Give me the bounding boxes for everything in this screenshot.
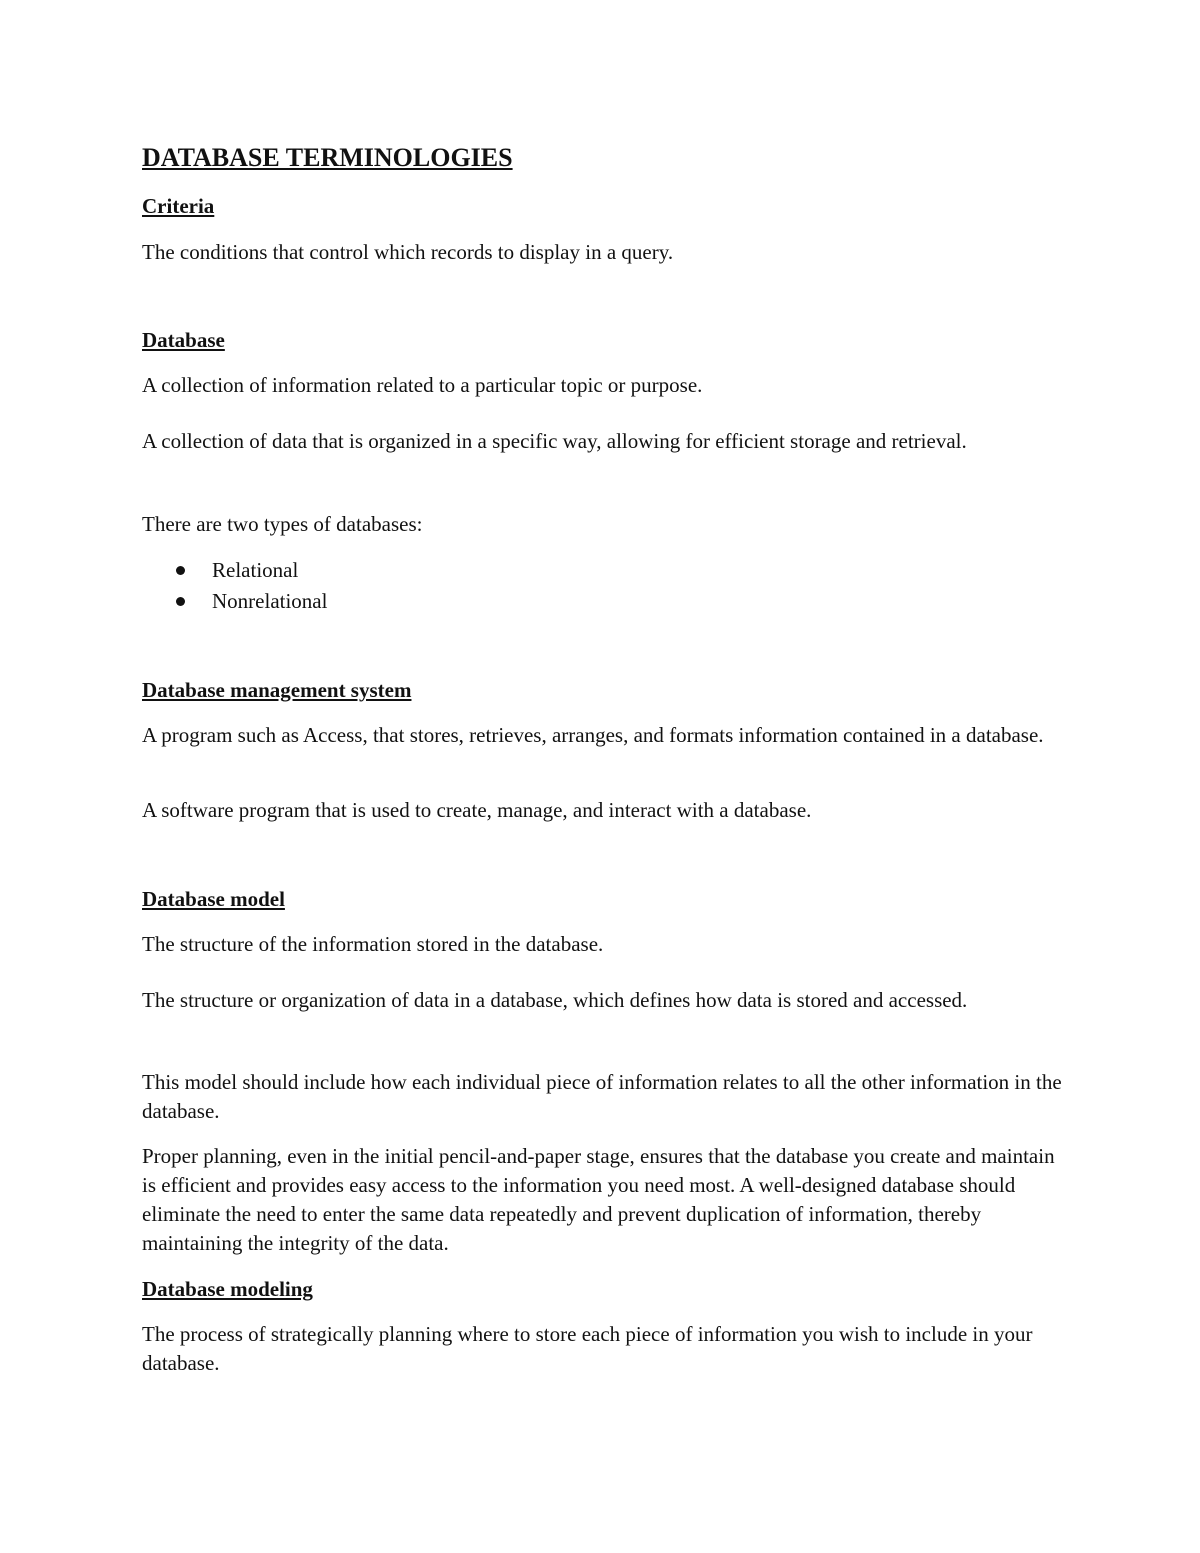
bullet-icon xyxy=(176,597,185,606)
database-paragraph: There are two types of databases: xyxy=(142,512,423,536)
database-types-list xyxy=(142,555,327,617)
section-heading-dbms: Database management system xyxy=(142,678,412,702)
criteria-paragraph: The conditions that control which records to display in a query. xyxy=(142,240,674,264)
list-item xyxy=(142,586,327,617)
database-paragraph: A collection of information related to a particular topic or purpose. xyxy=(142,373,703,397)
list-item xyxy=(142,555,327,586)
document-title: DATABASE TERMINOLOGIES xyxy=(142,143,513,172)
database-paragraph: A collection of data that is organized in a specific way, allowing for efficient storage and retrieval. xyxy=(142,429,967,453)
section-heading-modeling: Database modeling xyxy=(142,1277,313,1301)
model-paragraph: This model should include how each individual piece of information relates to all the other information in the database. xyxy=(142,1070,1062,1123)
list-item-label: Relational xyxy=(212,558,299,582)
section-heading-criteria: Criteria xyxy=(142,194,215,218)
bullet-icon xyxy=(176,566,185,575)
model-paragraph: The structure of the information stored in the database. xyxy=(142,932,604,956)
model-paragraph: The structure or organization of data in a database, which defines how data is stored and accessed. xyxy=(142,988,968,1012)
model-paragraph: Proper planning, even in the initial pencil-and-paper stage, ensures that the database you create and maintain is efficient and provides easy access to the information you need most. A well-designed database should eliminate the need to enter the same data repeatedly and prevent duplication of information, thereby maintaining the integrity of the data. xyxy=(142,1144,1055,1255)
list-item-label: Nonrelational xyxy=(212,589,328,613)
dbms-paragraph: A program such as Access, that stores, retrieves, arranges, and formats information contained in a database. xyxy=(142,723,1044,747)
section-heading-database: Database xyxy=(142,328,225,352)
dbms-paragraph: A software program that is used to create, manage, and interact with a database. xyxy=(142,798,812,822)
modeling-paragraph: The process of strategically planning where to store each piece of information you wish to include in your database. xyxy=(142,1322,1033,1375)
section-heading-model: Database model xyxy=(142,887,285,911)
